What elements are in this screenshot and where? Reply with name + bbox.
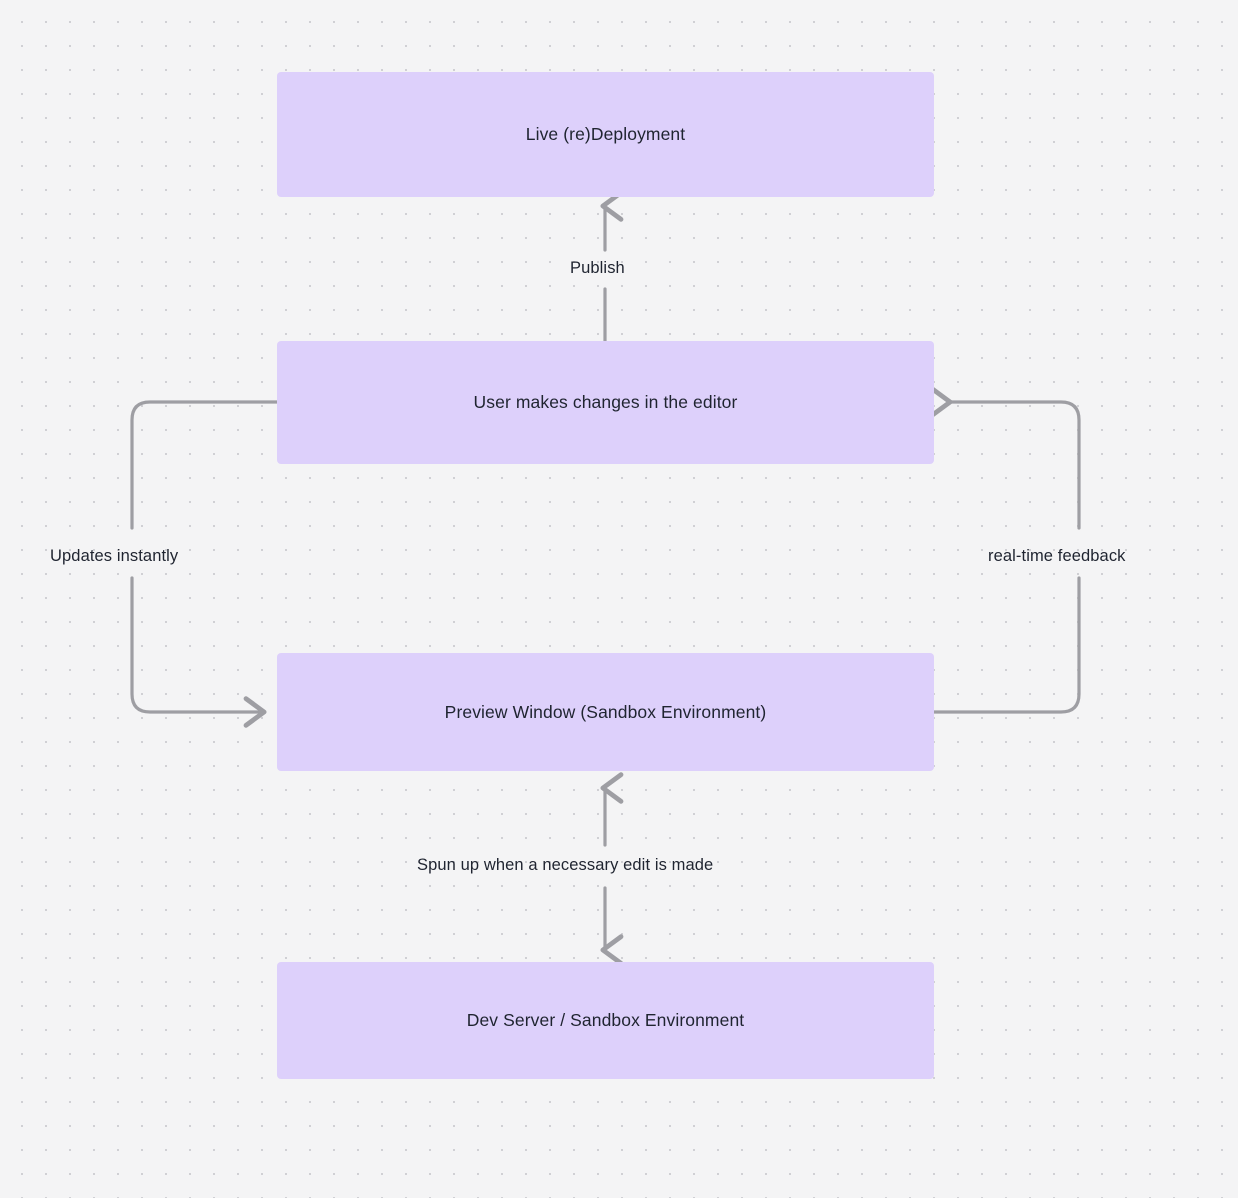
node-live-redeployment[interactable] [277, 72, 934, 197]
node-label: Preview Window (Sandbox Environment) [444, 701, 767, 722]
node-label: User makes changes in the editor [473, 392, 738, 412]
edge-label-spun-up: Spun up when a necessary edit is made [417, 856, 714, 874]
node-label: Dev Server / Sandbox Environment [466, 1010, 745, 1030]
node-preview-window[interactable] [277, 653, 934, 771]
node-user-makes-changes[interactable] [277, 341, 934, 464]
edge-label-publish: Publish [570, 259, 625, 277]
edge-label-updates-instantly: Updates instantly [50, 547, 179, 565]
node-label: Live (re)Deployment [525, 124, 686, 144]
node-dev-server[interactable] [277, 962, 934, 1079]
edge-label-real-time-feedback: real-time feedback [988, 547, 1126, 565]
